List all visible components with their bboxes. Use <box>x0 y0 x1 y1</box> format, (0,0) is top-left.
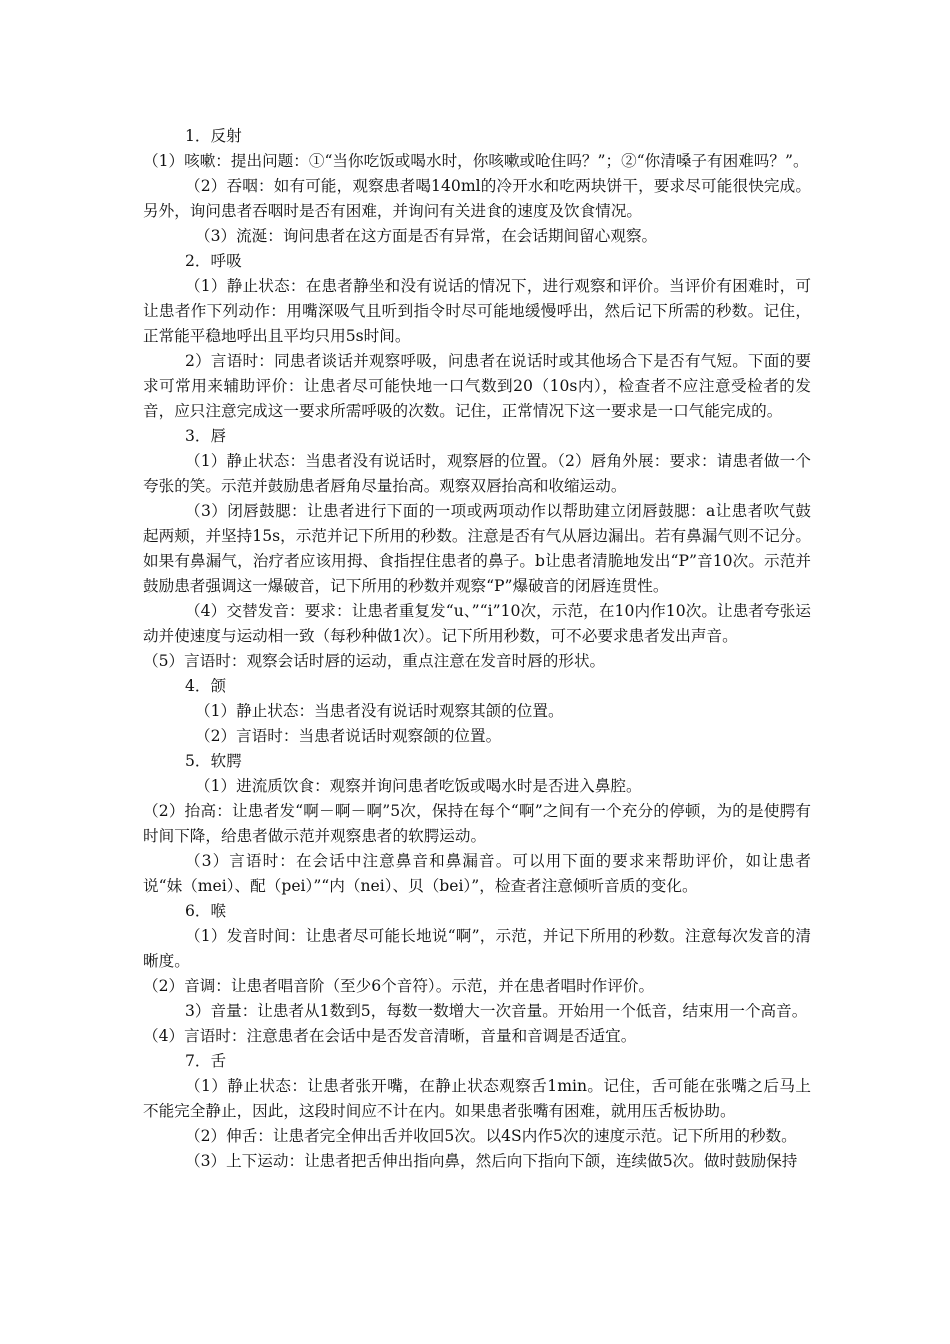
paragraph-tongue-rest: （1）静止状态：让患者张开嘴，在静止状态观察舌1min。记住，舌可能在张嘴之后马上不能完全静止，因此，这段时间应不计在内。如果患者张嘴有困难，就用压舌板协助。 <box>143 1077 811 1120</box>
paragraph-lips-rest: （1）静止状态：当患者没有说话时，观察唇的位置。（2）唇角外展：要求：请患者做一个夸张的笑。示范并鼓励患者唇角尽量抬高。观察双唇抬高和收缩运动。 <box>143 452 811 495</box>
paragraph-lips-speech: （5）言语时：观察会话时唇的运动，重点注意在发音时唇的形状。 <box>143 652 606 670</box>
paragraph-palate-speech: （3）言语时：在会话中注意鼻音和鼻漏音。可以用下面的要求来帮助评价，如让患者说“妹（mei）、配（pei）”“内（nei）、贝（bei）”，检查者注意倾听音质的变化。 <box>143 852 811 895</box>
section-heading-breathing: 2．呼吸 <box>185 252 242 270</box>
paragraph-larynx-duration: （1）发音时间：让患者尽可能长地说“啊”，示范，并记下所用的秒数。注意每次发音的清晰度。 <box>143 927 811 970</box>
paragraph-lips-alternate: （4）交替发音：要求：让患者重复发“u、”“i”10次，示范，在10内作10次。让患者夸张运动并使速度与运动相一致（每秒种做1次）。记下所用秒数，可不必要求患者发出声音。 <box>143 602 811 645</box>
paragraph-palate-fluid: （1）进流质饮食：观察并询问患者吃饭或喝水时是否进入鼻腔。 <box>195 777 642 795</box>
paragraph-jaw-speech: （2）言语时：当患者说话时观察颌的位置。 <box>195 727 502 745</box>
paragraph-breathing-speech: 2）言语时：同患者谈话并观察呼吸，问患者在说话时或其他场合下是否有气短。下面的要求可常用来辅助评价：让患者尽可能快地一口气数到20（10s内），检查者不应注意受检者的发音，应只注意完成这一要求所需呼吸的次数。记住，正常情况下这一要求是一口气能完成的。 <box>143 352 811 420</box>
paragraph-tongue-protrude: （2）伸舌：让患者完全伸出舌并收回5次。以4S内作5次的速度示范。记下所用的秒数。 <box>185 1127 797 1145</box>
paragraph-breathing-rest: （1）静止状态：在患者静坐和没有说话的情况下，进行观察和评价。当评价有困难时，可让患者作下列动作：用嘴深吸气且听到指令时尽可能地缓慢呼出，然后记下所需的秒数。记住，正常能平稳地呼出且平均只用5s时间。 <box>143 277 811 345</box>
section-heading-reflex: 1．反射 <box>185 127 242 145</box>
paragraph-swallow: （2）吞咽：如有可能，观察患者喝140ml的冷开水和吃两块饼干，要求尽可能很快完成。另外，询问患者吞咽时是否有困难，并询问有关进食的速度及饮食情况。 <box>143 177 811 220</box>
paragraph-drool: （3）流涎：询问患者在这方面是否有异常，在会话期间留心观察。 <box>195 227 658 245</box>
paragraph-lips-puff: （3）闭唇鼓腮：让患者进行下面的一项或两项动作以帮助建立闭唇鼓腮：a让患者吹气鼓起两颊，并坚持15s，示范并记下所用的秒数。注意是否有气从唇边漏出。若有鼻漏气则不记分。如果有鼻漏气，治疗者应该用拇、食指捏住患者的鼻子。b让患者清脆地发出“P”音10次。示范并鼓励患者强调这一爆破音，记下所用的秒数并观察“P”爆破音的闭唇连贯性。 <box>143 502 811 595</box>
section-heading-soft-palate: 5．软腭 <box>185 752 242 770</box>
paragraph-larynx-pitch: （2）音调：让患者唱音阶（至少6个音符）。示范，并在患者唱时作评价。 <box>143 977 655 995</box>
paragraph-larynx-volume: 3）音量：让患者从1数到5，每数一数增大一次音量。开始用一个低音，结束用一个高音。 <box>185 1002 808 1020</box>
section-heading-tongue: 7．舌 <box>185 1052 227 1070</box>
section-heading-larynx: 6．喉 <box>185 902 227 920</box>
section-heading-jaw: 4．颌 <box>185 677 227 695</box>
paragraph-jaw-rest: （1）静止状态：当患者没有说话时观察其颌的位置。 <box>195 702 564 720</box>
paragraph-tongue-updown: （3）上下运动：让患者把舌伸出指向鼻，然后向下指向下颌，连续做5次。做时鼓励保持 <box>185 1152 798 1170</box>
paragraph-larynx-speech: （4）言语时：注意患者在会话中是否发音清晰，音量和音调是否适宜。 <box>143 1027 637 1045</box>
document-body <box>143 124 811 1174</box>
paragraph-cough: （1）咳嗽：提出问题：①“当你吃饭或喝水时，你咳嗽或呛住吗？”；②“你清嗓子有困难吗？”。 <box>143 152 809 170</box>
section-heading-lips: 3．唇 <box>185 427 227 445</box>
paragraph-palate-raise: （2）抬高：让患者发“啊－啊－啊”5次，保持在每个“啊”之间有一个充分的停顿，为的是使腭有时间下降，给患者做示范并观察患者的软腭运动。 <box>143 802 811 845</box>
